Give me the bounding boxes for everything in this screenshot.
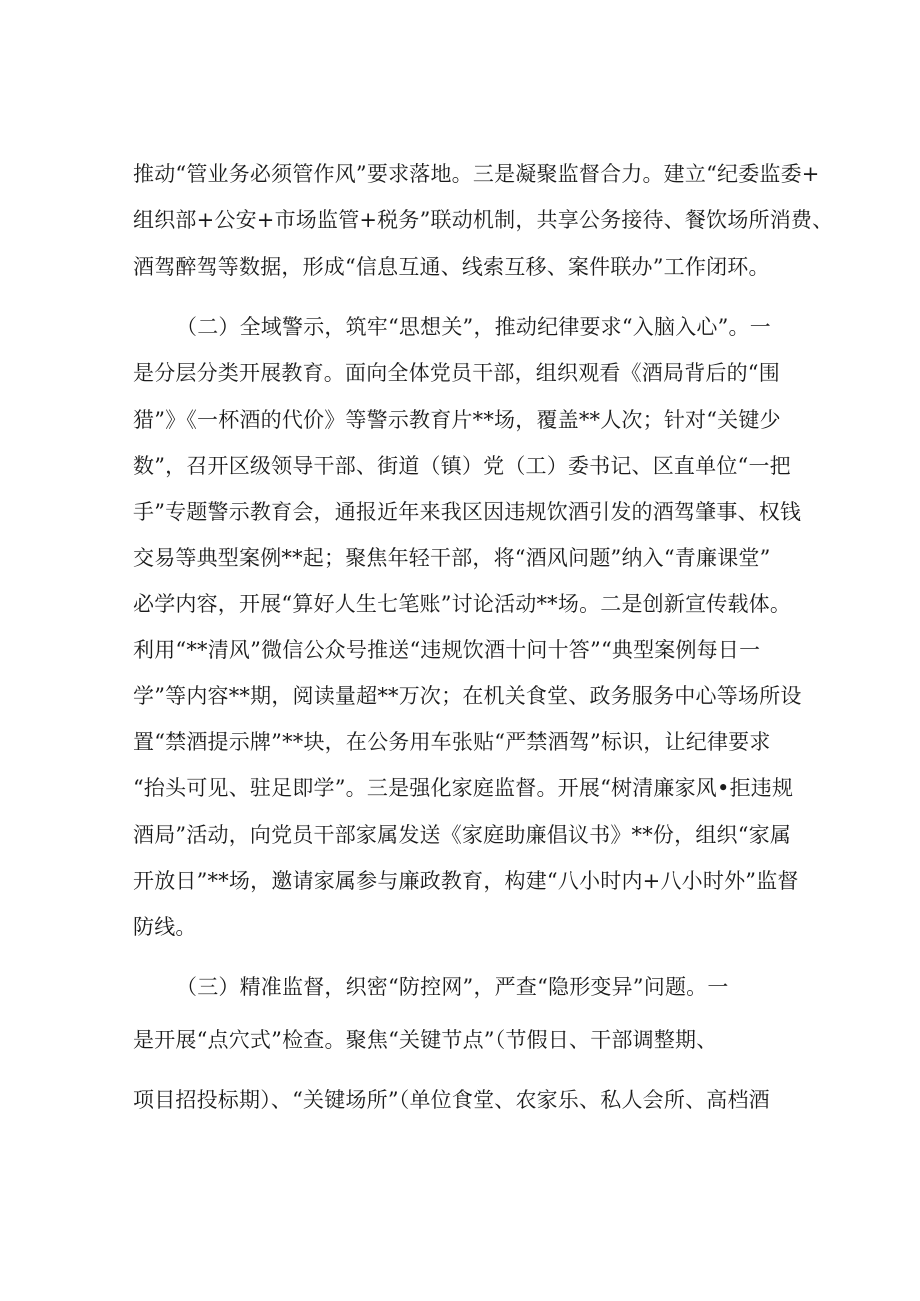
paragraph-2-line-2: 是分层分类开展教育。面向全体党员干部，组织观看《酒局背后的“围 <box>133 361 780 385</box>
paragraph-2-line-14: 防线。 <box>133 915 197 939</box>
paragraph-2-line-10: 置“禁酒提示牌”**块，在公务用车张贴“严禁酒驾”标识，让纪律要求 <box>133 730 771 754</box>
paragraph-1-line-1: 推动“管业务必须管作风”要求落地。三是凝聚监督合力。建立“纪委监委+ <box>133 162 820 186</box>
paragraph-2-line-8: 利用“**清风”微信公众号推送“违规饮酒十问十答”“典型案例每日一 <box>133 638 761 662</box>
paragraph-2-line-11: “抬头可见、驻足即学”。三是强化家庭监督。开展“树清廉家风•拒违规 <box>133 776 794 800</box>
paragraph-2-line-3: 猎”》《一杯酒的代价》等警示教育片**场，覆盖**人次；针对“关键少 <box>133 408 781 432</box>
paragraph-3-line-2: 是开展“点穴式”检查。聚焦“关键节点”（节假日、干部调整期、 <box>133 1028 718 1052</box>
paragraph-2-line-4: 数”，召开区级领导干部、街道（镇）党（工）委书记、区直单位“一把 <box>133 454 791 478</box>
paragraph-2-line-5: 手”专题警示教育会，通报近年来我区因违规饮酒引发的酒驾肇事、权钱 <box>133 500 802 524</box>
paragraph-1-line-2: 组织部+公安+市场监管+税务”联动机制，共享公务接待、餐饮场所消费、 <box>133 208 834 232</box>
paragraph-2-line-7: 必学内容，开展“算好人生七笔账”讨论活动**场。二是创新宣传载体。 <box>133 592 792 616</box>
paragraph-2-line-13: 开放日”**场，邀请家属参与廉政教育，构建“八小时内+八小时外”监督 <box>133 869 799 893</box>
paragraph-2-line-6: 交易等典型案例**起；聚焦年轻干部，将“酒风问题”纳入“青廉课堂” <box>133 546 771 570</box>
paragraph-2-line-1: （二）全域警示，筑牢“思想关”，推动纪律要求“入脑入心”。一 <box>176 315 771 339</box>
paragraph-1-line-3: 酒驾醉驾等数据，形成“信息互通、线索互移、案件联办”工作闭环。 <box>133 255 770 279</box>
paragraph-2-line-9: 学”等内容**期，阅读量超**万次；在机关食堂、政务服务中心等场所设 <box>133 684 802 708</box>
paragraph-3-line-3: 项目招投标期）、“关键场所”（单位食堂、农家乐、私人会所、高档酒 <box>133 1088 770 1112</box>
paragraph-3-line-1: （三）精准监督，织密“防控网”，严查“隐形变异”问题。一 <box>176 975 729 999</box>
paragraph-2-line-12: 酒局”活动，向党员干部家属发送《家庭助廉倡议书》**份，组织“家属 <box>133 823 792 847</box>
